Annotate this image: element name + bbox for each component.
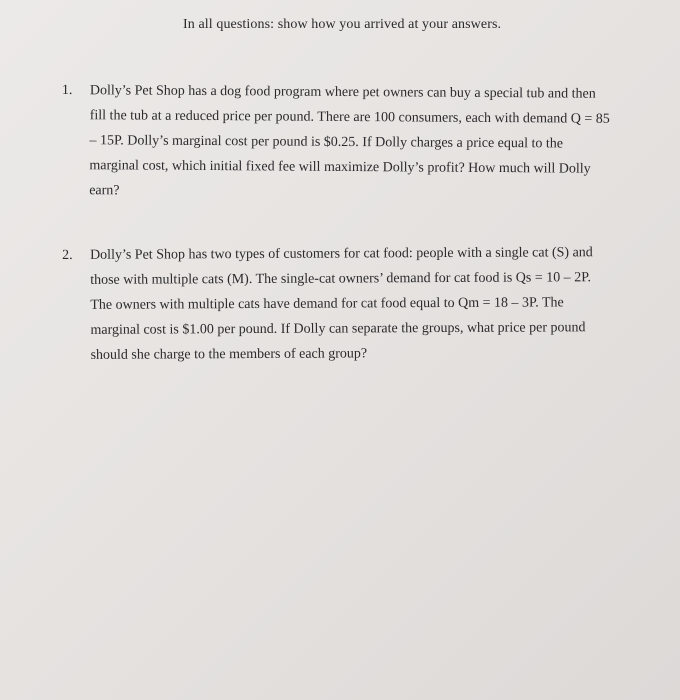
instructions-heading: In all questions: show how you arrived at your answers. <box>183 17 502 32</box>
question-text <box>89 80 635 206</box>
question-2 <box>62 242 642 363</box>
question-line: The owners with multiple cats have demand for cat food equal to Qm = 18 – 3P. The <box>90 295 564 313</box>
question-text <box>90 242 636 367</box>
question-line: earn? <box>89 183 120 199</box>
question-number: 1. <box>61 82 73 99</box>
question-number: 2. <box>62 247 73 263</box>
question-line: should she charge to the members of each group? <box>90 346 368 363</box>
question-line: marginal cost is $1.00 per pound. If Dolly can separate the groups, what price per pound <box>90 320 586 338</box>
question-line: marginal cost, which initial fixed fee will maximize Dolly’s profit? How much will Dolly <box>89 158 591 177</box>
question-line: fill the tub at a reduced price per pound. There are 100 consumers, each with demand Q = 85 <box>89 108 610 127</box>
question-line: Dolly’s Pet Shop has a dog food program where pet owners can buy a special tub and then <box>89 83 596 102</box>
question-1 <box>61 80 642 199</box>
question-line: – 15P. Dolly’s marginal cost per pound is $0.25. If Dolly charges a price equal to the <box>89 133 564 152</box>
question-line: Dolly’s Pet Shop has two types of customers for cat food: people with a single cat (S) and <box>90 245 593 263</box>
question-line: those with multiple cats (M). The single-cat owners’ demand for cat food is Qs = 10 – 2P. <box>90 270 591 288</box>
